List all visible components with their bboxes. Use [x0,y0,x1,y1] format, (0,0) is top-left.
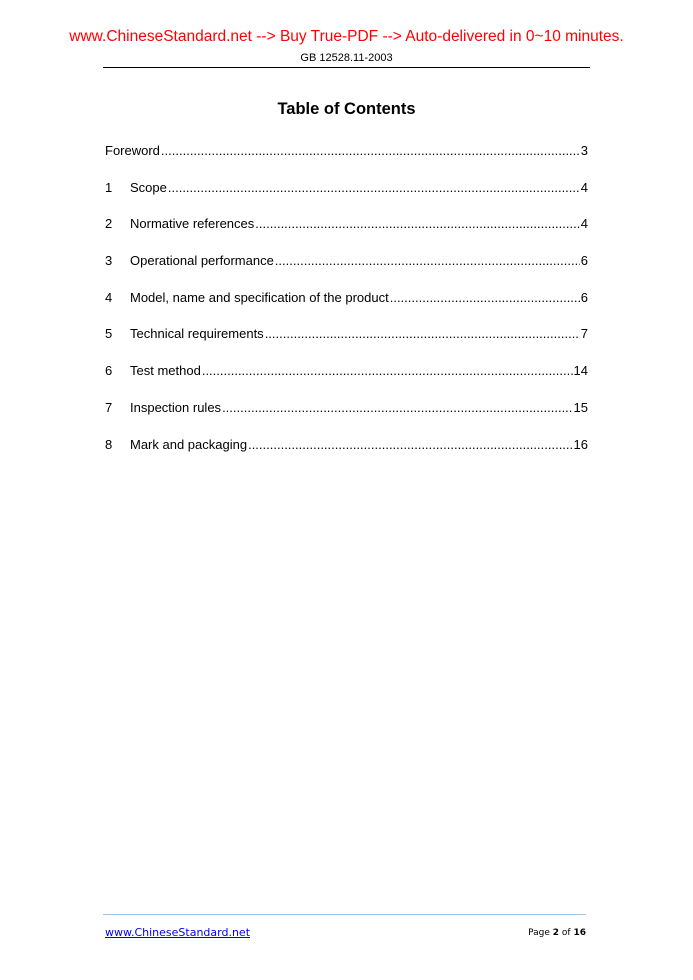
toc-leader-dots [248,436,572,454]
toc-entry-label: Model, name and specification of the product [130,290,389,305]
toc-entry-number: 8 [105,437,113,452]
toc-leader-dots [202,362,573,380]
toc-title: Table of Contents [277,100,416,118]
toc-entry-scope[interactable] [105,179,588,197]
toc-entry-page: 7 [580,326,588,341]
toc-entry-page: 6 [580,290,588,305]
toc-entry-page: 14 [573,363,588,378]
page-prefix: Page [528,928,550,938]
toc-entry-page: 3 [580,143,588,158]
toc-entry-page: 15 [573,400,588,415]
toc-leader-dots [255,215,579,233]
standard-number: GB 12528.11-2003 [300,52,393,64]
toc-entry-number: 7 [105,400,113,415]
toc-entry-model-name-specification[interactable] [105,289,588,307]
toc-entry-label: Test method [130,363,201,378]
page-indicator [528,928,586,938]
toc-entry-technical-requirements[interactable] [105,325,588,343]
toc-leader-dots [168,179,580,197]
toc-entry-mark-and-packaging[interactable] [105,436,588,454]
toc-entry-number: 5 [105,326,113,341]
toc-entry-number: 4 [105,290,113,305]
toc-entry-number: 3 [105,253,113,268]
toc-leader-dots [222,399,572,417]
toc-entry-label: Technical requirements [130,326,264,341]
toc-entry-label: Normative references [130,216,255,231]
total-pages-number: 16 [573,928,586,938]
toc-entry-label: Mark and packaging [130,437,248,452]
toc-entry-page: 4 [580,180,588,195]
toc-entry-page: 16 [573,437,588,452]
footer-website-link[interactable]: www.ChineseStandard.net [105,926,251,939]
toc-leader-dots [390,289,580,307]
promo-banner-link[interactable]: www.ChineseStandard.net --> Buy True-PDF --> Auto-delivered in 0~10 minutes. [69,28,624,45]
toc-entry-label: Foreword [105,143,160,158]
toc-entry-normative-references[interactable] [105,215,588,233]
toc-entry-label: Scope [130,180,167,195]
toc-entry-test-method[interactable] [105,362,588,380]
footer-divider [103,914,586,915]
toc-entry-number: 2 [105,216,113,231]
page-of: of [561,928,571,938]
header-divider [103,67,590,68]
toc-entry-operational-performance[interactable] [105,252,588,270]
toc-entry-number: 1 [105,180,113,195]
toc-leader-dots [275,252,580,270]
toc-entry-foreword[interactable] [105,142,588,160]
current-page-number: 2 [552,928,560,938]
toc-leader-dots [265,325,580,343]
toc-entry-inspection-rules[interactable] [105,399,588,417]
toc-entry-page: 6 [580,253,588,268]
toc-entry-number: 6 [105,363,113,378]
toc-entry-page: 4 [580,216,588,231]
toc-leader-dots [161,142,580,160]
toc-entry-label: Operational performance [130,253,274,268]
toc-entry-label: Inspection rules [130,400,222,415]
